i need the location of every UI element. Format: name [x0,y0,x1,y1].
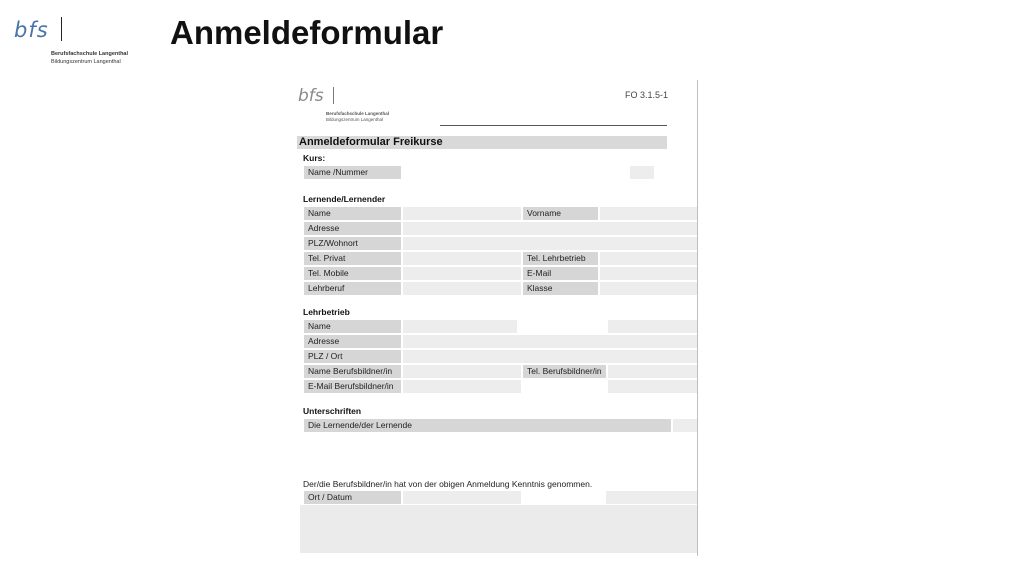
lernende-plz-field[interactable] [403,237,697,250]
doc-logo-line2: Bildungszentrum Langenthal [326,117,384,122]
berufsbildner-name-label: Name Berufsbildner/in [304,365,401,378]
lernende-lehrberuf-field[interactable] [403,282,521,295]
lernende-tel-privat-label: Tel. Privat [304,252,401,265]
lernende-tel-mobile-field[interactable] [403,267,521,280]
kurs-name-label: Name /Nummer [304,166,401,179]
lernende-plz-label: PLZ/Wohnort [304,237,401,250]
lehrbetrieb-plz-field[interactable] [403,350,697,363]
slide-logo-mark: bfs [14,18,49,42]
lehrbetrieb-name-extra-field[interactable] [608,320,697,333]
berufsbildner-email-extra-field[interactable] [608,380,697,393]
lernende-tel-lehrbetrieb-label: Tel. Lehrbetrieb [523,252,598,265]
lernende-adresse-label: Adresse [304,222,401,235]
berufsbildner-tel-label: Tel. Berufsbildner/in [523,365,606,378]
slide-title: Anmeldeformular [170,14,444,51]
header-rule [440,125,667,126]
slide-logo-divider [61,17,62,41]
lernende-email-field[interactable] [600,267,697,280]
lernende-heading: Lernende/Lernender [303,194,386,204]
ort-datum-extra-field[interactable] [606,491,697,504]
lernende-lehrberuf-label: Lehrberuf [304,282,401,295]
doc-logo-divider [333,87,334,104]
lernende-signature-label: Die Lernende/der Lernende [304,419,671,432]
lernende-klasse-label: Klasse [523,282,598,295]
lehrbetrieb-plz-label: PLZ / Ort [304,350,401,363]
berufsbildner-signature-area[interactable] [300,505,697,553]
unterschriften-heading: Unterschriften [303,406,362,416]
lernende-tel-mobile-label: Tel. Mobile [304,267,401,280]
berufsbildner-name-field[interactable] [403,365,521,378]
ort-datum-label: Ort / Datum [304,491,401,504]
doc-logo-line1: Berufsfachschule Langenthal [326,111,390,116]
lernende-email-label: E-Mail [523,267,598,280]
berufsbildner-email-field[interactable] [403,380,521,393]
lernende-signature-extra[interactable] [673,419,697,432]
lernende-vorname-label: Vorname [523,207,598,220]
slide-logo-line2: Bildungszentrum Langenthal [51,59,121,65]
lehrbetrieb-heading: Lehrbetrieb [303,307,350,317]
lernende-tel-privat-field[interactable] [403,252,521,265]
berufsbildner-email-label: E-Mail Berufsbildner/in [304,380,401,393]
lernende-name-field[interactable] [403,207,521,220]
lehrbetrieb-name-label: Name [304,320,401,333]
kurs-small-field[interactable] [630,166,654,179]
ort-datum-field[interactable] [403,491,521,504]
berufsbildner-note: Der/die Berufsbildner/in hat von der obigen Anmeldung Kenntnis genommen. [303,479,593,489]
berufsbildner-tel-field[interactable] [608,365,697,378]
lernende-klasse-field[interactable] [600,282,697,295]
slide-logo-line1: Berufsfachschule Langenthal [51,51,129,57]
form-title: Anmeldeformular Freikurse [297,136,667,149]
lernende-vorname-field[interactable] [600,207,697,220]
lernende-name-label: Name [304,207,401,220]
document-right-edge [697,80,698,556]
lehrbetrieb-adresse-field[interactable] [403,335,697,348]
lernende-tel-lehrbetrieb-field[interactable] [600,252,697,265]
lehrbetrieb-adresse-label: Adresse [304,335,401,348]
lernende-adresse-field[interactable] [403,222,697,235]
kurs-heading: Kurs: [303,153,326,163]
doc-logo-mark: bfs [298,86,324,106]
lehrbetrieb-name-field[interactable] [403,320,517,333]
document-code: FO 3.1.5-1 [625,90,669,100]
